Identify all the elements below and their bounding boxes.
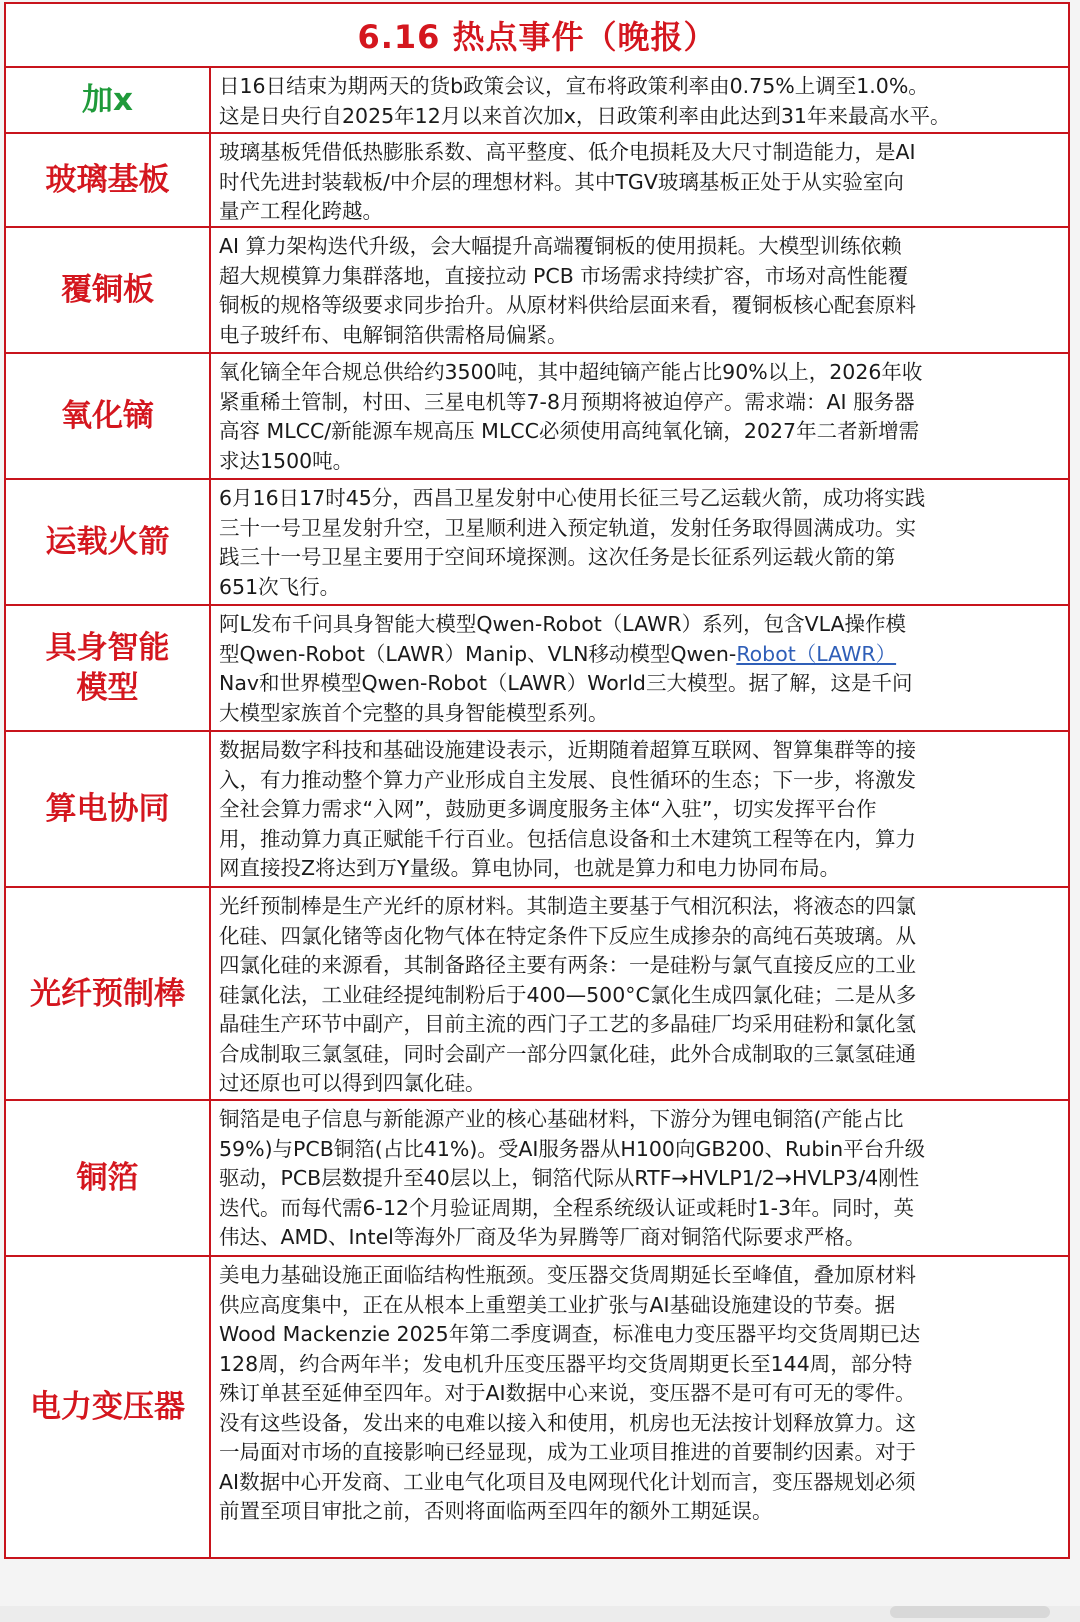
text-line: 用，推动算力真正赋能千行百业。包括信息设备和土木建筑工程等在内，算力 bbox=[219, 826, 916, 851]
table-row bbox=[6, 606, 1068, 732]
table-row bbox=[6, 1257, 1068, 1557]
text-line: AI数据中心开发商、工业电气化项目及电网现代化计划而言，变压器规划必须 bbox=[219, 1469, 916, 1494]
text-line: 化硅、四氯化锗等卤化物气体在特定条件下反应生成掺杂的高纯石英玻璃。从 bbox=[219, 923, 916, 948]
text-line: 这是日央行自2025年12月以来首次加x，日政策利率由此达到31年来最高水平。 bbox=[219, 103, 951, 128]
row-label: 电力变压器 bbox=[6, 1257, 211, 1557]
text-line: 超大规模算力集群落地，直接拉动 PCB 市场需求持续扩容，市场对高性能覆 bbox=[219, 263, 909, 288]
text-line: 没有这些设备，发出来的电难以接入和使用，机房也无法按计划释放算力。这 bbox=[219, 1410, 916, 1435]
text-line: 入，有力推动整个算力产业形成自主发展、良性循环的生态；下一步，将激发 bbox=[219, 767, 916, 792]
text-line: 合成制取三氯氢硅，同时会副产一部分四氯化硅，此外合成制取的三氯氢硅通 bbox=[219, 1041, 916, 1066]
text-line: 光纤预制棒是生产光纤的原材料。其制造主要基于气相沉积法，将液态的四氯 bbox=[219, 894, 916, 918]
text-line: 日16日结束为期两天的货b政策会议，宣布将政策利率由0.75%上调至1.0%。 bbox=[219, 74, 929, 98]
news-table bbox=[4, 2, 1070, 1559]
text-line: 践三十一号卫星主要用于空间环境探测。这次任务是长征系列运载火箭的第 bbox=[219, 545, 896, 569]
row-text bbox=[211, 480, 1068, 604]
row-text bbox=[211, 606, 1068, 730]
table-row bbox=[6, 228, 1068, 354]
row-text bbox=[211, 228, 1068, 352]
text-line: 型Qwen-Robot（LAWR）Manip、VLN移动模型Qwen- bbox=[219, 641, 737, 666]
text-line: 651次飞行。 bbox=[219, 574, 341, 599]
text-line: 供应高度集中，正在从根本上重塑美工业扩张与AI基础设施建设的节奏。据 bbox=[219, 1292, 896, 1317]
inline-link[interactable]: Robot（LAWR） bbox=[736, 641, 897, 666]
text-line: 量产工程化跨越。 bbox=[219, 199, 383, 223]
row-text bbox=[211, 1101, 1068, 1255]
row-label: 光纤预制棒 bbox=[6, 888, 211, 1099]
text-line: 玻璃基板凭借低热膨胀系数、高平整度、低介电损耗及大尺寸制造能力，是AI bbox=[219, 140, 916, 164]
text-line: 过还原也可以得到四氯化硅。 bbox=[219, 1071, 486, 1095]
text-line: 求达1500吨。 bbox=[219, 448, 354, 473]
table-row bbox=[6, 134, 1068, 228]
table-row bbox=[6, 480, 1068, 606]
row-text bbox=[211, 134, 1068, 226]
text-line: 阿L发布千问具身智能大模型Qwen-Robot（LAWR）系列，包含VLA操作模 bbox=[219, 612, 907, 636]
text-line: 6月16日17时45分，西昌卫星发射中心使用长征三号乙运载火箭，成功将实践 bbox=[219, 486, 926, 510]
text-line: 四氯化硅的来源看，其制备路径主要有两条：一是硅粉与氯气直接反应的工业 bbox=[219, 953, 916, 977]
table-row bbox=[6, 732, 1068, 888]
text-line: 数据局数字科技和基础设施建设表示，近期随着超算互联网、智算集群等的接 bbox=[219, 738, 916, 762]
text-line-wrap bbox=[219, 640, 1062, 670]
row-text bbox=[211, 354, 1068, 478]
text-line: 电子玻纤布、电解铜箔供需格局偏紧。 bbox=[219, 322, 568, 347]
text-line: 全社会算力需求“入网”，鼓励更多调度服务主体“入驻”，切实发挥平台作 bbox=[219, 797, 877, 821]
text-line: Nav和世界模型Qwen-Robot（LAWR）World三大模型。据了解，这是千问 bbox=[219, 671, 913, 695]
table-row bbox=[6, 1101, 1068, 1257]
text-line: 紧重稀土管制，村田、三星电机等7-8月预期将被迫停产。需求端：AI 服务器 bbox=[219, 389, 915, 414]
text-line: 59%)与PCB铜箔(占比41%)。受AI服务器从H100向GB200、Rubin平台升级 bbox=[219, 1136, 926, 1161]
row-label: 算电协同 bbox=[6, 732, 211, 886]
text-line: 晶硅生产环节中副产，目前主流的西门子工艺的多晶硅厂均采用硅粉和氯化氢 bbox=[219, 1012, 916, 1036]
text-line: 高容 MLCC/新能源车规高压 MLCC必须使用高纯氧化镝，2027年二者新增需 bbox=[219, 419, 920, 443]
text-line: 网直接投Z将达到万Y量级。算电协同，也就是算力和电力协同布局。 bbox=[219, 856, 841, 880]
rows-container bbox=[6, 68, 1068, 1557]
text-line: 氧化镝全年合规总供给约3500吨，其中超纯镝产能占比90%以上，2026年收 bbox=[219, 360, 923, 384]
text-line: 驱动，PCB层数提升至40层以上，铜箔代际从RTF→HVLP1/2→HVLP3/4刚性 bbox=[219, 1166, 920, 1190]
row-text bbox=[211, 732, 1068, 886]
row-label: 铜箔 bbox=[6, 1101, 211, 1255]
text-line: 时代先进封装载板/中介层的理想材料。其中TGV玻璃基板正处于从实验室向 bbox=[219, 169, 904, 194]
footer-strip bbox=[0, 1606, 1080, 1622]
text-line: 128周，约合两年半；发电机升压变压器平均交货周期更长至144周，部分特 bbox=[219, 1351, 913, 1376]
row-label: 运载火箭 bbox=[6, 480, 211, 604]
page-title: 6.16 热点事件（晚报） bbox=[6, 4, 1068, 68]
text-line: 殊订单甚至延伸至四年。对于AI数据中心来说，变压器不是可有可无的零件。 bbox=[219, 1381, 916, 1405]
text-line: 前置至项目审批之前，否则将面临两至四年的额外工期延误。 bbox=[219, 1499, 773, 1523]
row-label: 氧化镝 bbox=[6, 354, 211, 478]
row-text bbox=[211, 888, 1068, 1099]
text-line: Wood Mackenzie 2025年第二季度调查，标准电力变压器平均交货周期已达 bbox=[219, 1322, 921, 1346]
row-label: 具身智能模型 bbox=[6, 606, 211, 730]
text-line: 三十一号卫星发射升空，卫星顺利进入预定轨道，发射任务取得圆满成功。实 bbox=[219, 515, 916, 540]
row-text bbox=[211, 1257, 1068, 1557]
row-label: 玻璃基板 bbox=[6, 134, 211, 226]
text-line: 铜箔是电子信息与新能源产业的核心基础材料，下游分为锂电铜箔(产能占比 bbox=[219, 1107, 904, 1131]
text-line: 一局面对市场的直接影响已经显现，成为工业项目推进的首要制约因素。对于 bbox=[219, 1440, 916, 1464]
text-line: 硅氯化法，工业硅经提纯制粉后于400—500°C氯化生成四氯化硅；二是从多 bbox=[219, 982, 917, 1007]
table-row bbox=[6, 354, 1068, 480]
row-text bbox=[211, 68, 1068, 132]
text-line: 铜板的规格等级要求同步抬升。从原材料供给层面来看，覆铜板核心配套原料 bbox=[219, 293, 916, 317]
table-row bbox=[6, 68, 1068, 134]
watermark bbox=[890, 1606, 1050, 1618]
text-line: AI 算力架构迭代升级，会大幅提升高端覆铜板的使用损耗。大模型训练依赖 bbox=[219, 234, 902, 258]
text-line: 迭代。而每代需6-12个月验证周期，全程系统级认证或耗时1-3年。同时，英 bbox=[219, 1195, 915, 1220]
text-line: 美电力基础设施正面临结构性瓶颈。变压器交货周期延长至峰值，叠加原材料 bbox=[219, 1263, 916, 1287]
table-row bbox=[6, 888, 1068, 1101]
row-label: 覆铜板 bbox=[6, 228, 211, 352]
text-line: 大模型家族首个完整的具身智能模型系列。 bbox=[219, 700, 609, 725]
row-label: 加x bbox=[6, 68, 211, 132]
text-line: 伟达、AMD、Intel等海外厂商及华为昇腾等厂商对铜箔代际要求严格。 bbox=[219, 1225, 866, 1249]
